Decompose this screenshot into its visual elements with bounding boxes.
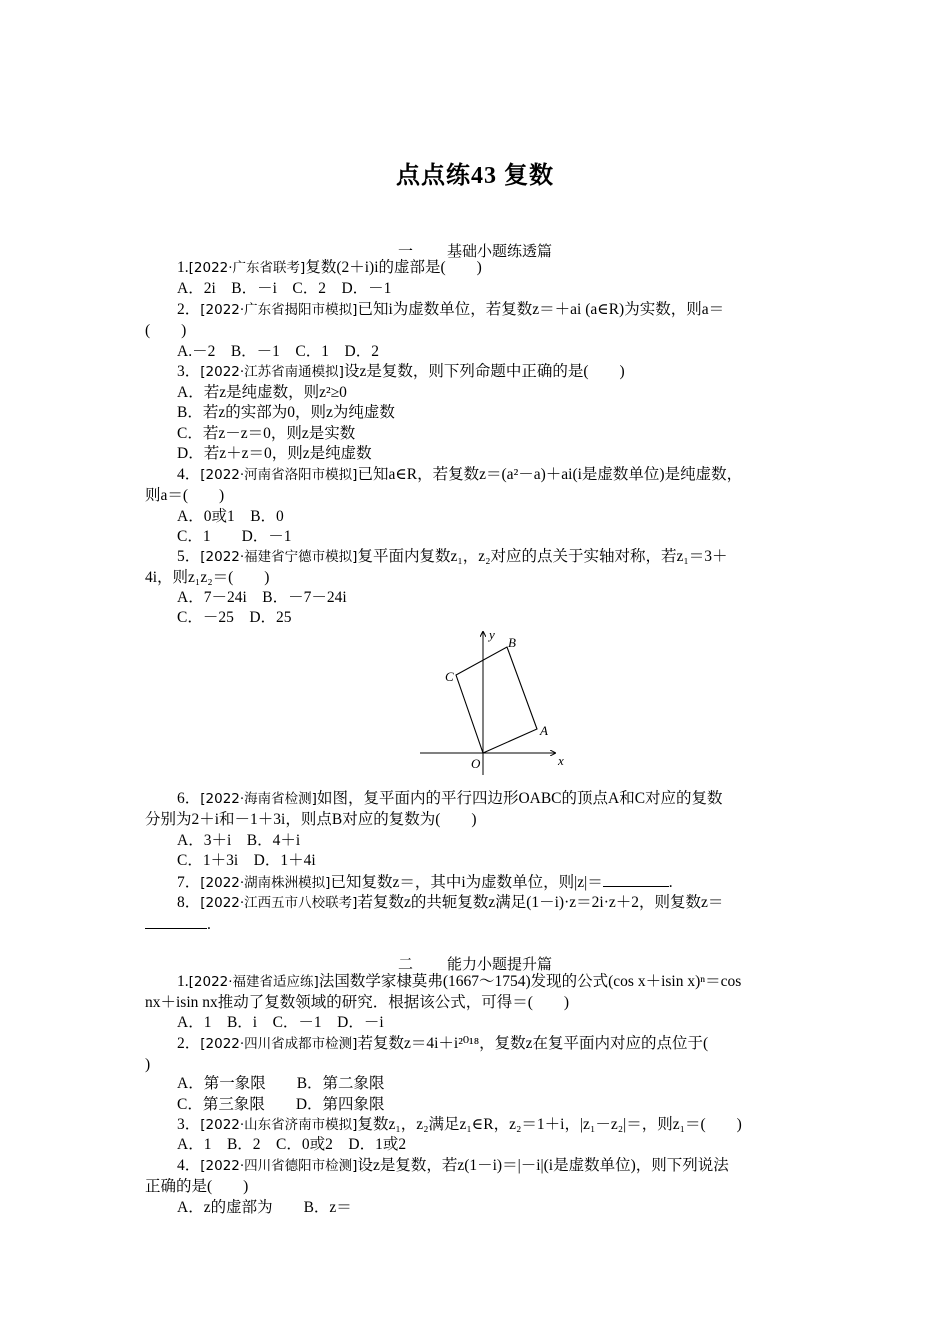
point-b-label: B bbox=[508, 635, 516, 650]
adv-question-4-stem: 4．[2022·四川省德阳市检测]设z是复数，若z(1－i)＝|－i|(i是虚数单位)，则下列说法 bbox=[177, 1157, 729, 1174]
point-a-label: A bbox=[540, 723, 548, 738]
source-tag: [2022·四川省德阳市检测] bbox=[200, 1158, 358, 1174]
source-tag: [2022·福建省适应练] bbox=[188, 974, 319, 990]
source-tag: [2022·湖南株洲模拟] bbox=[200, 875, 331, 891]
question-3-option-a: A．若z是纯虚数，则z²≥0 bbox=[177, 384, 347, 401]
question-2-stem: 2．[2022·广东省揭阳市模拟]已知i为虚数单位，若复数z＝＋ai (a∈R)为实数，则a＝ bbox=[177, 301, 725, 318]
parallelogram-oabc bbox=[456, 647, 537, 753]
source-tag: [2022·四川省成都市检测] bbox=[200, 1036, 358, 1052]
adv-question-2-options-1: A．第一象限 B．第二象限 bbox=[177, 1075, 385, 1092]
section-label: 能力小题提升篇 bbox=[447, 957, 553, 973]
adv-question-1-stem-cont: nx＋isin nx推动了复数领域的研究．根据该公式，可得＝( ) bbox=[145, 994, 570, 1011]
adv-question-2-stem-cont: ) bbox=[145, 1056, 151, 1073]
section-heading-advanced bbox=[0, 953, 950, 974]
question-4-stem: 4．[2022·河南省洛阳市模拟]已知a∈R，若复数z＝(a²－a)＋ai(i是虚数单位)是纯虚数， bbox=[177, 466, 743, 483]
question-4-stem-cont: 则a＝( ) bbox=[145, 487, 225, 504]
page-title: 点点练43 复数 bbox=[396, 163, 554, 189]
question-8-answer-line: . bbox=[145, 914, 810, 935]
question-1-options: A．2i B．－i C．2 D．－1 bbox=[177, 280, 392, 297]
y-axis-label: y bbox=[489, 627, 495, 642]
source-tag: [2022·广东省揭阳市模拟] bbox=[200, 302, 358, 318]
section-number: 一 bbox=[397, 244, 413, 260]
question-1-stem: 1.[2022·广东省联考]复数(2＋i)i的虚部是( ) bbox=[177, 259, 482, 276]
x-axis-label: x bbox=[558, 753, 564, 768]
adv-question-4-options: A．z的虚部为 B．z＝ bbox=[177, 1199, 352, 1216]
question-6-stem: 6．[2022·海南省检测]如图，复平面内的平行四边形OABC的顶点A和C对应的复数 bbox=[177, 790, 723, 807]
question-6-options-1: A．3＋i B．4＋i bbox=[177, 832, 301, 849]
question-6-options-2: C．1＋3i D．1＋4i bbox=[177, 852, 316, 869]
section-label: 基础小题练透篇 bbox=[447, 244, 553, 260]
answer-blank[interactable] bbox=[603, 872, 669, 887]
adv-question-1-stem: 1.[2022·福建省适应练]法国数学家棣莫弗(1667～1754)发现的公式(cos x＋isin x)ⁿ＝cos bbox=[177, 973, 742, 990]
source-tag: [2022·福建省宁德市模拟] bbox=[200, 549, 358, 565]
question-4-options-2: C．1 D．－1 bbox=[177, 528, 292, 545]
adv-question-3-options: A．1 B．2 C．0或2 D．1或2 bbox=[177, 1136, 407, 1153]
question-2-stem-cont: ( ) bbox=[145, 322, 187, 339]
adv-question-2-stem: 2．[2022·四川省成都市检测]若复数z＝4i＋i²⁰¹⁸，复数z在复平面内对应的点位于( bbox=[177, 1035, 709, 1052]
parallelogram-figure bbox=[412, 625, 572, 775]
question-5-options-1: A．7－24i B．－7－24i bbox=[177, 589, 347, 606]
question-5-stem-cont: 4i，则z₁z₂＝( ) bbox=[145, 569, 270, 586]
adv-question-3-stem: 3．[2022·山东省济南市模拟]复数z₁，z₂满足z₁∈R，z₂＝1＋i，|z₁－z₂|＝，则z₁＝( ) bbox=[177, 1116, 742, 1133]
source-tag: [2022·海南省检测] bbox=[200, 791, 317, 807]
answer-blank[interactable] bbox=[145, 914, 207, 929]
question-5-options-2: C．－25 D．25 bbox=[177, 609, 292, 626]
point-o-label: O bbox=[471, 756, 481, 771]
source-tag: [2022·江西五市八校联考] bbox=[200, 895, 358, 911]
source-tag: [2022·江苏省南通模拟] bbox=[200, 364, 344, 380]
section-number: 二 bbox=[397, 957, 413, 973]
question-3-option-d: D．若z＋z＝0，则z是纯虚数 bbox=[177, 445, 372, 462]
question-3-option-b: B．若z的实部为0，则z为纯虚数 bbox=[177, 404, 395, 421]
source-tag: [2022·山东省济南市模拟] bbox=[200, 1117, 358, 1133]
source-tag: [2022·广东省联考] bbox=[188, 260, 306, 276]
question-7-stem: 7．[2022·湖南株洲模拟]已知复数z＝，其中i为虚数单位，则|z|＝ . bbox=[177, 874, 673, 891]
point-c-label: C bbox=[445, 669, 454, 684]
adv-question-1-options: A．1 B．i C．－1 D．－i bbox=[177, 1014, 384, 1031]
question-3-stem: 3．[2022·江苏省南通模拟]设z是复数，则下列命题中正确的是( ) bbox=[177, 363, 625, 380]
question-5-stem: 5．[2022·福建省宁德市模拟]复平面内复数z₁，z₂对应的点关于实轴对称，若z₁＝3＋ bbox=[177, 548, 728, 565]
question-6-stem-cont: 分别为2＋i和－1＋3i，则点B对应的复数为( ) bbox=[145, 811, 477, 828]
source-tag: [2022·河南省洛阳市模拟] bbox=[200, 467, 358, 483]
question-4-options-1: A．0或1 B．0 bbox=[177, 508, 284, 525]
question-8-stem: 8．[2022·江西五市八校联考]若复数z的共轭复数z满足(1－i)·z＝2i·z＋2，则复数z＝ bbox=[177, 894, 724, 911]
question-2-options: A.－2 B．－1 C．1 D．2 bbox=[177, 343, 379, 360]
adv-question-2-options-2: C．第三象限 D．第四象限 bbox=[177, 1096, 385, 1113]
question-3-option-c: C．若z－z＝0，则z是实数 bbox=[177, 425, 356, 442]
adv-question-4-stem-cont: 正确的是( ) bbox=[145, 1178, 249, 1195]
